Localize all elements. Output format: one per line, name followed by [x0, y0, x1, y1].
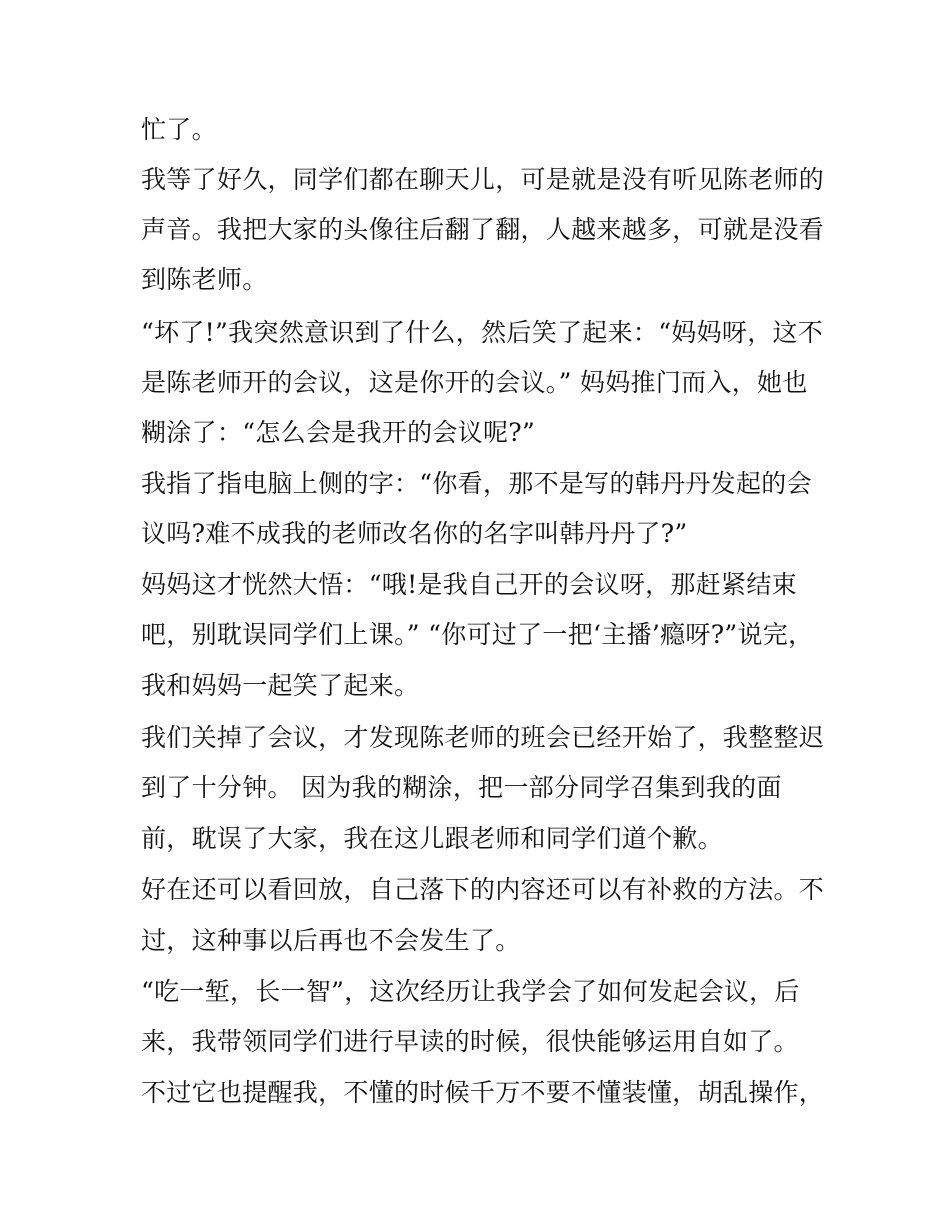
text-line: “吃一堑，长一智”，这次经历让我学会了如何发起会议，后 [141, 977, 800, 1006]
text-line: 妈妈这才恍然大悟：“哦!是我自己开的会议呀，那赶紧结束 [141, 570, 797, 599]
text-line: 议吗?难不成我的老师改名你的名字叫韩丹丹了?” [141, 519, 688, 548]
text-line: 来，我带领同学们进行早读的时候，很快能够运用自如了。 [141, 1027, 799, 1056]
text-line: 好在还可以看回放，自己落下的内容还可以有补救的方法。不 [141, 875, 825, 904]
text-line: 不过它也提醒我，不懂的时候千万不要不懂装懂，胡乱操作， [141, 1078, 825, 1107]
text-line: 到了十分钟。 因为我的糊涂，把一部分同学召集到我的面 [141, 773, 782, 802]
text-line: 声音。我把大家的头像往后翻了翻，人越来越多，可就是没看 [141, 215, 825, 244]
text-line: 我等了好久，同学们都在聊天儿，可是就是没有听见陈老师的 [141, 165, 825, 194]
text-line: 忙了。 [141, 115, 217, 144]
text-line: 我指了指电脑上侧的字：“你看，那不是写的韩丹丹发起的会 [141, 469, 812, 498]
text-line: 前，耽误了大家，我在这儿跟老师和同学们道个歉。 [141, 824, 723, 853]
text-line: 糊涂了：“怎么会是我开的会议呢?” [141, 418, 536, 447]
text-line: 我和妈妈一起笑了起来。 [141, 671, 420, 700]
text-line: 是陈老师开的会议，这是你开的会议。” 妈妈推门而入，她也 [141, 368, 808, 397]
text-line: 吧，别耽误同学们上课。” “你可过了一把‘主播’瘾呀?”说完， [141, 620, 814, 649]
text-line: 过，这种事以后再也不会发生了。 [141, 926, 521, 955]
text-line: 我们关掉了会议，才发现陈老师的班会已经开始了，我整整迟 [141, 723, 825, 752]
text-line: 到陈老师。 [141, 265, 268, 294]
text-line: “坏了!”我突然意识到了什么，然后笑了起来：“妈妈呀，这不 [141, 318, 824, 347]
